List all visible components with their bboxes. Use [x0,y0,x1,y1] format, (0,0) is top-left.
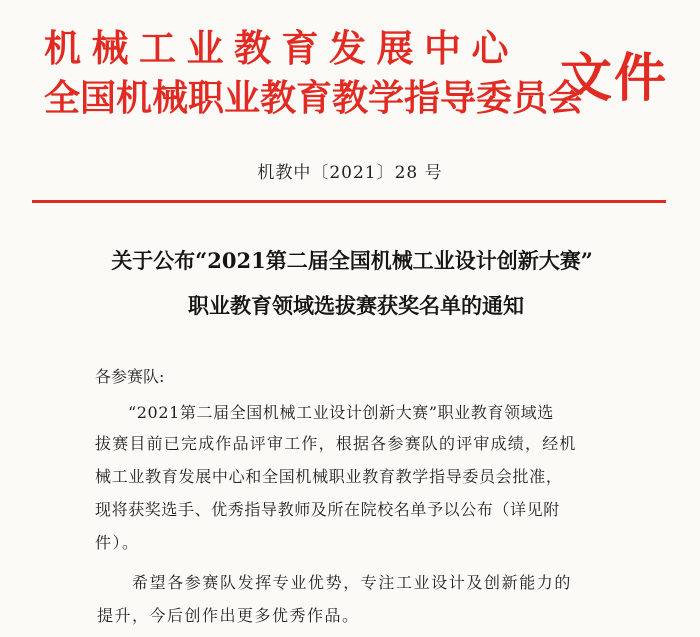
body-line: 拔赛目前已完成作品评审工作，根据各参赛队的评审成绩，经机 [95,434,577,453]
document-number: 机教中〔2021〕28 号 [257,163,443,183]
notice-title-line-2: 职业教育领域选拔赛获奖名单的通知 [188,293,524,318]
red-divider-line [32,200,666,203]
body-line: 现将获奖选手、优秀指导教师及所在院校名单予以公布（详见附 [95,500,560,519]
document-header [0,0,700,120]
body-line: “2021第二届全国机械工业设计创新大赛”职业教育领域选 [128,403,554,422]
body-line: 械工业教育发展中心和全国机械职业教育教学指导委员会批准， [95,467,563,486]
body-line: 提升，今后创作出更多优秀作品。 [97,606,360,625]
document-type-label: 文件 [560,49,669,109]
notice-title-line-1: 关于公布“2021第二届全国机械工业设计创新大赛” [111,248,593,273]
salutation: 各参赛队: [95,367,165,386]
issuing-organization-1: 机械工业教育发展中心 [44,27,519,70]
issuing-organization-2: 全国机械职业教育教学指导委员会 [44,78,585,119]
body-line: 件）。 [95,533,140,552]
body-line: 希望各参赛队发挥专业优势，专注工业设计及创新能力的 [132,573,573,592]
